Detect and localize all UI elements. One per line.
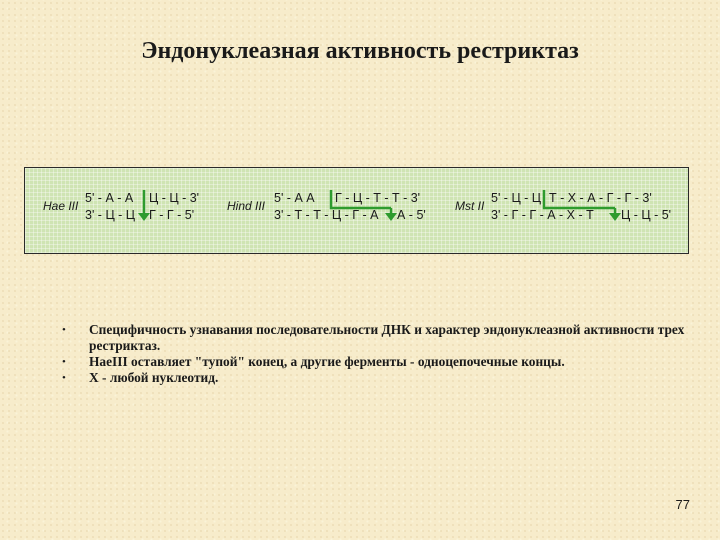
bottom-strand-left: 3' - Т - Т - Ц - Г - А bbox=[274, 208, 379, 222]
page-number: 77 bbox=[675, 497, 690, 512]
bullet-text: Специфичность узнавания последовательности ДНК и характер эндонуклеазной активности трех рестриктаз. bbox=[89, 322, 685, 353]
bullet-text: Х - любой нуклеотид. bbox=[89, 370, 219, 385]
bottom-strand-left: 3' - Ц - Ц bbox=[85, 208, 136, 222]
top-strand-left: 5' - А А bbox=[274, 191, 315, 205]
top-strand-left: 5' - А - А bbox=[85, 191, 134, 205]
slide-title: Эндонуклеазная активность рестриктаз bbox=[141, 38, 579, 64]
bullet-list bbox=[62, 322, 702, 386]
bullet-icon: • bbox=[62, 324, 66, 336]
bottom-strand-right: А - 5' bbox=[397, 208, 426, 222]
top-strand-left: 5' - Ц - Ц bbox=[491, 191, 542, 205]
list-item bbox=[62, 370, 702, 386]
restriction-sites-diagram bbox=[25, 168, 690, 255]
cut-arrow-icon bbox=[609, 213, 621, 221]
enzyme-mst-ii bbox=[455, 190, 671, 222]
bottom-strand-right: Ц - Ц - 5' bbox=[621, 208, 672, 222]
enzyme-name: Mst II bbox=[455, 199, 485, 213]
bottom-strand-right: Г - Г - 5' bbox=[149, 208, 195, 222]
bullet-text: HaeIII оставляет "тупой" конец, а другие ферменты - одноцепочечные концы. bbox=[89, 354, 565, 369]
top-strand-right: Т - Х - А - Г - Г - 3' bbox=[549, 191, 652, 205]
enzyme-hind-iii bbox=[227, 190, 426, 222]
enzyme-name: Hae III bbox=[43, 199, 79, 213]
top-strand-right: Ц - Ц - 3' bbox=[149, 191, 200, 205]
restriction-sites-panel bbox=[24, 167, 689, 254]
bullet-icon: • bbox=[62, 372, 66, 384]
top-strand-right: Г - Ц - Т - Т - 3' bbox=[335, 191, 421, 205]
enzyme-name: Hind III bbox=[227, 199, 266, 213]
bullet-icon: • bbox=[62, 356, 66, 368]
cut-arrow-icon bbox=[385, 213, 397, 221]
bottom-strand-left: 3' - Г - Г - А - Х - Т bbox=[491, 208, 594, 222]
enzyme-hae-iii bbox=[43, 190, 199, 222]
list-item bbox=[62, 354, 702, 370]
list-item bbox=[62, 322, 702, 354]
